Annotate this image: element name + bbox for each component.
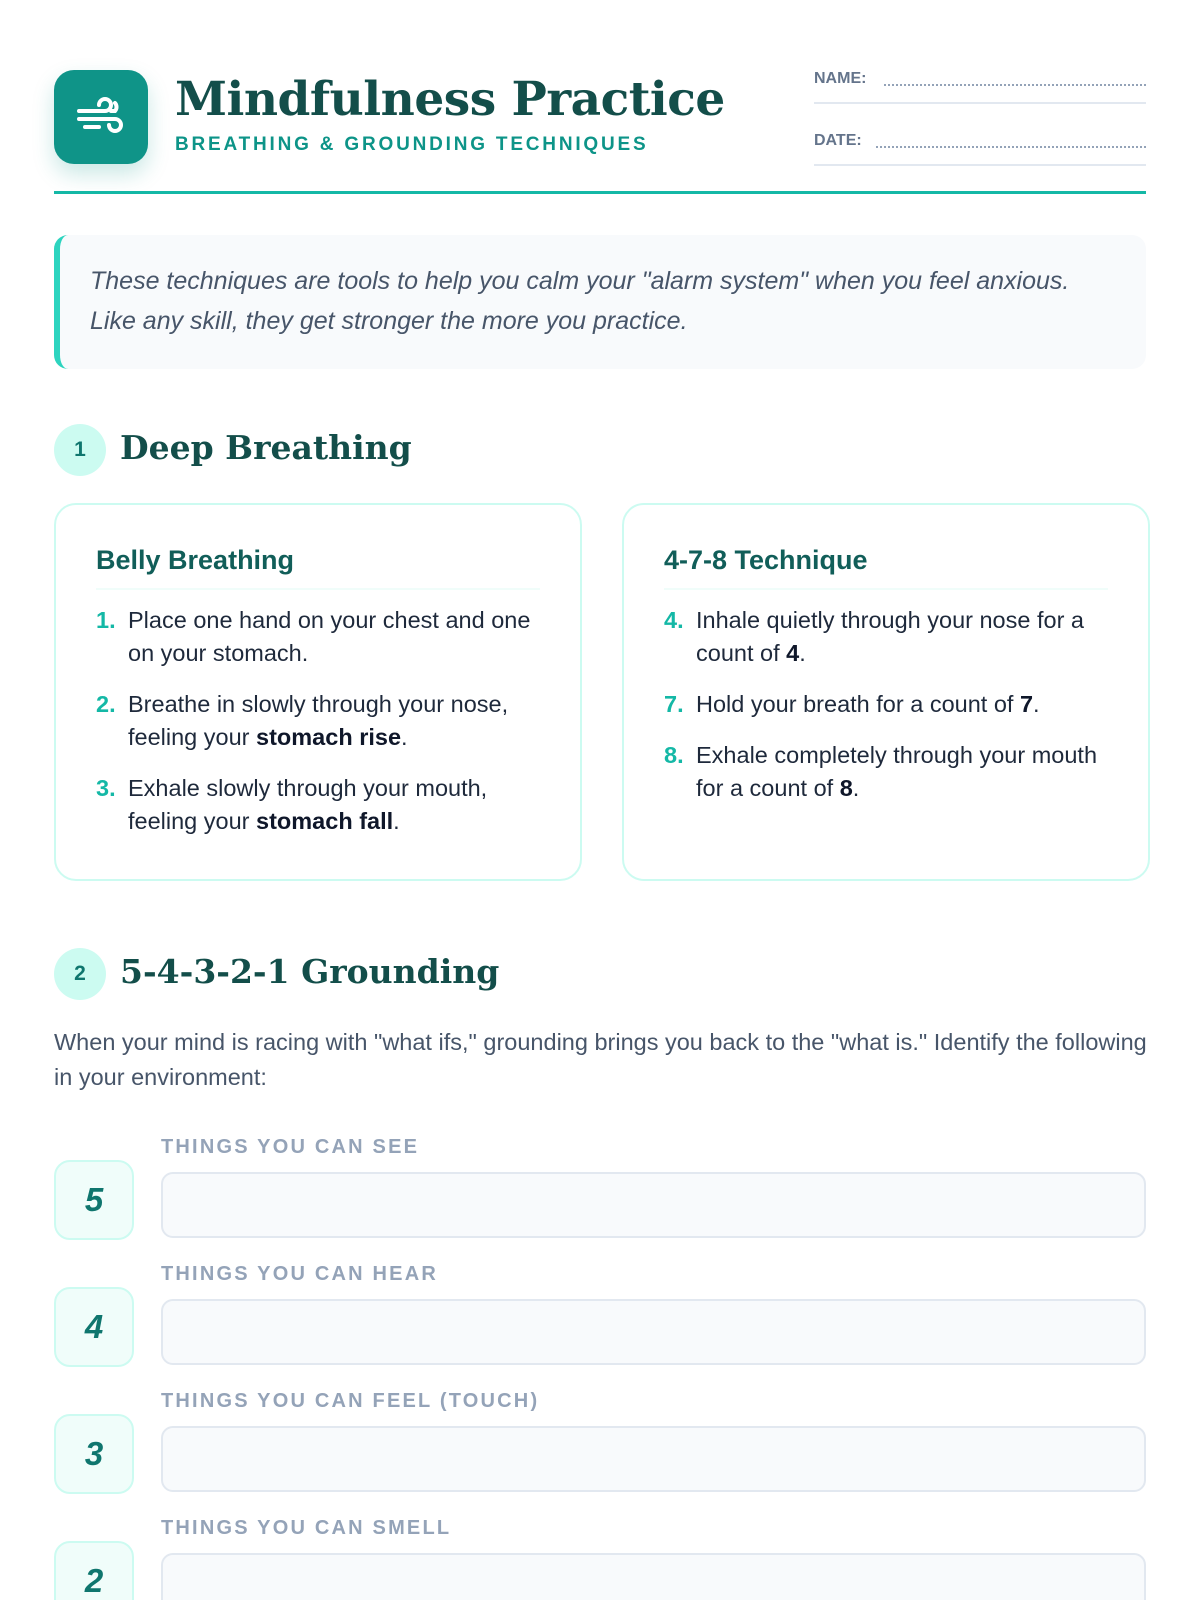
logo-badge <box>54 70 148 164</box>
count-badge: 4 <box>54 1287 134 1367</box>
step-item <box>96 604 540 670</box>
section-number-badge: 1 <box>54 424 106 476</box>
grounding-row-feel <box>54 1390 1146 1500</box>
step-text: Exhale slowly through your mouth, feeling your stomach fall. <box>128 775 488 834</box>
row-label: THINGS YOU CAN SEE <box>161 1136 420 1158</box>
step-number: 3. <box>96 775 116 801</box>
section-deep-breathing-heading <box>54 424 1146 478</box>
count-badge: 2 <box>54 1541 134 1600</box>
see-input[interactable] <box>161 1172 1146 1238</box>
step-number: 8. <box>664 742 684 768</box>
step-number: 4. <box>664 607 684 633</box>
grounding-row-smell <box>54 1517 1146 1600</box>
wind-icon <box>75 97 127 137</box>
four-seven-eight-card <box>622 503 1150 881</box>
grounding-row-see <box>54 1136 1146 1246</box>
hear-input[interactable] <box>161 1299 1146 1365</box>
section-title: Deep Breathing <box>120 428 412 467</box>
name-line[interactable] <box>884 84 1146 86</box>
feel-input[interactable] <box>161 1426 1146 1492</box>
intro-text: These techniques are tools to help you calm your "alarm system" when you feel anxious. Like any skill, they get stronger the more you practice. <box>90 267 1070 335</box>
card-title: Belly Breathing <box>96 545 540 590</box>
count-badge: 5 <box>54 1160 134 1240</box>
section-title: 5-4-3-2-1 Grounding <box>120 952 500 991</box>
row-label: THINGS YOU CAN FEEL (TOUCH) <box>161 1390 540 1412</box>
date-line[interactable] <box>876 146 1146 148</box>
name-field[interactable] <box>814 70 1146 104</box>
grounding-intro: When your mind is racing with "what ifs," grounding brings you back to the "what is." Identify the following in your environment: <box>54 1029 1147 1090</box>
step-text: Place one hand on your chest and one on your stomach. <box>128 607 531 666</box>
page-title: Mindfulness Practice <box>175 72 725 127</box>
step-number: 7. <box>664 691 684 717</box>
step-number: 1. <box>96 607 116 633</box>
name-label: NAME: <box>814 70 867 87</box>
intro-callout <box>54 235 1146 369</box>
step-item <box>664 604 1108 670</box>
count-badge: 3 <box>54 1414 134 1494</box>
date-field[interactable] <box>814 132 1146 166</box>
page-subtitle: BREATHING & GROUNDING TECHNIQUES <box>175 134 649 155</box>
step-item <box>96 772 540 838</box>
section-number-badge: 2 <box>54 948 106 1000</box>
row-label: THINGS YOU CAN SMELL <box>161 1517 452 1539</box>
date-label: DATE: <box>814 132 862 149</box>
step-number: 2. <box>96 691 116 717</box>
card-title: 4-7-8 Technique <box>664 545 1108 590</box>
step-text: Hold your breath for a count of 7. <box>696 691 1040 717</box>
step-item <box>664 688 1108 721</box>
step-item <box>664 739 1108 805</box>
step-text: Inhale quietly through your nose for a count of 4. <box>696 607 1085 666</box>
worksheet-header <box>54 70 1146 194</box>
step-text: Exhale completely through your mouth for a count of 8. <box>696 742 1098 801</box>
step-text: Breathe in slowly through your nose, feeling your stomach rise. <box>128 691 509 750</box>
row-label: THINGS YOU CAN HEAR <box>161 1263 439 1285</box>
belly-breathing-card <box>54 503 582 881</box>
section-grounding-heading <box>54 948 1146 1002</box>
grounding-row-hear <box>54 1263 1146 1373</box>
step-item <box>96 688 540 754</box>
smell-input[interactable] <box>161 1553 1146 1600</box>
